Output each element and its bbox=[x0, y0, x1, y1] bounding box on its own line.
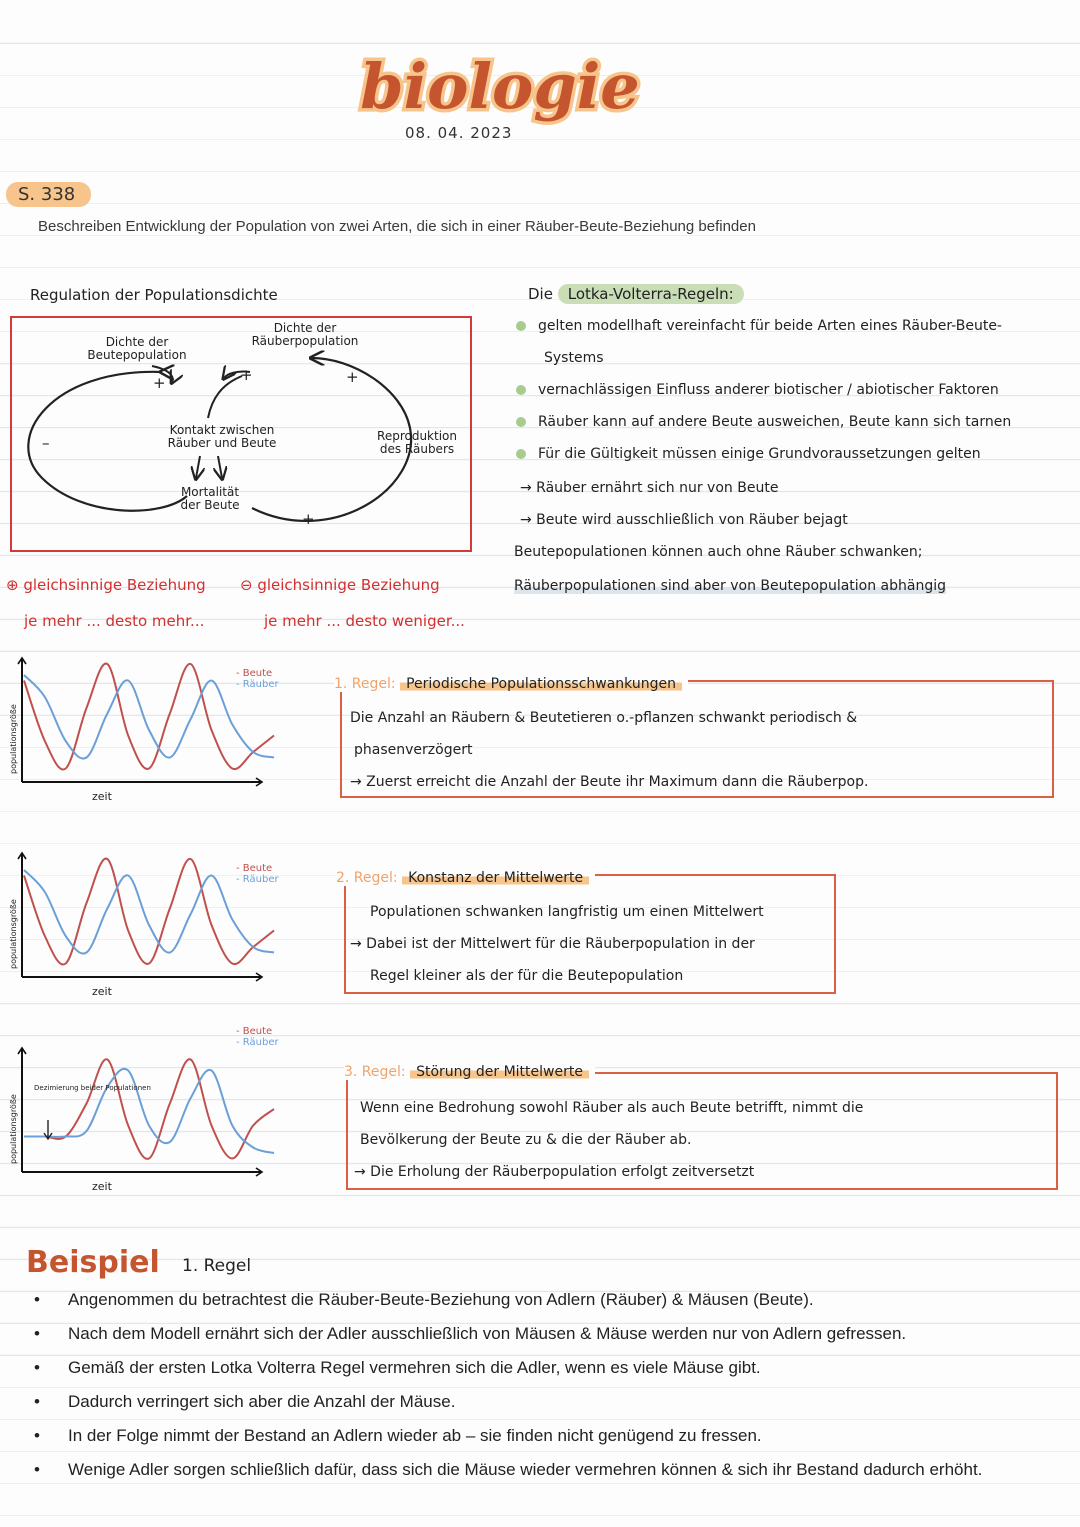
kontakt-label: Kontakt zwischen Räuber und Beute bbox=[167, 423, 277, 450]
positive-relation: ⊕ gleichsinnige Beziehung bbox=[6, 576, 206, 594]
list-item: • Gemäß der ersten Lotka Volterra Regel vermehren sich die Adler, wenn es viele Mäuse gibt. bbox=[34, 1358, 994, 1378]
regulation-diagram bbox=[10, 316, 472, 552]
rule-1-line-1: Die Anzahl an Räubern & Beutetieren o.-pflanzen schwankt periodisch & bbox=[350, 710, 858, 726]
legend-beute: - Beute bbox=[236, 668, 273, 679]
chart-2 bbox=[0, 845, 300, 1009]
chart-3 bbox=[0, 1020, 300, 1204]
y-axis-label: populationsgröße bbox=[9, 1094, 18, 1164]
rule-2-line-3: Regel kleiner als der für die Beutepopulation bbox=[370, 968, 684, 984]
regulation-title: Regulation der Populationsdichte bbox=[30, 286, 278, 304]
reproduktion-label: Reproduktion des Räubers bbox=[377, 429, 457, 456]
rule-1-line-3: → Zuerst erreicht die Anzahl der Beute ihr Maximum dann die Räuberpop. bbox=[350, 774, 869, 790]
plus-sign-4: + bbox=[302, 510, 315, 528]
rule-2-line-1: Populationen schwanken langfristig um einen Mittelwert bbox=[370, 904, 764, 920]
rule-3-line-1: Wenn eine Bedrohung sowohl Räuber als auch Beute betrifft, nimmt die bbox=[360, 1100, 864, 1116]
negative-relation-desc: je mehr ... desto weniger... bbox=[264, 612, 465, 630]
list-item: • Wenige Adler sorgen schließlich dafür, dass sich die Mäuse wieder vermehren können & sich ihr Bestand dadurch erhöht. bbox=[34, 1460, 994, 1480]
page-reference-badge: S. 338 bbox=[6, 182, 91, 207]
raeuber-dichte-label: Dichte der Räuberpopulation bbox=[251, 321, 359, 348]
beute-dichte-label: Dichte der Beutepopulation bbox=[87, 335, 187, 362]
legend-beute: - Beute bbox=[236, 863, 273, 874]
rule-3-line-3: → Die Erholung der Räuberpopulation erfolgt zeitversetzt bbox=[354, 1164, 755, 1180]
legend-raeuber: - Räuber bbox=[236, 874, 279, 885]
y-axis-label: populationsgröße bbox=[9, 899, 18, 969]
rule-3-heading: 3. Regel: Störung der Mittelwerte bbox=[344, 1064, 595, 1080]
minus-sign: – bbox=[42, 434, 50, 452]
rule-3-line-2: Bevölkerung der Beute zu & die der Räuber ab. bbox=[360, 1132, 692, 1148]
plus-sign-3: + bbox=[346, 368, 359, 386]
rule-1-heading: 1. Regel: Periodische Populationsschwankungen bbox=[334, 676, 688, 692]
lotka-volterra-title bbox=[528, 285, 744, 303]
lotka-volterra-title-highlight: Lotka-Volterra-Regeln: bbox=[558, 284, 744, 304]
kontakt-to-mortalitaet-arrow-2 bbox=[218, 456, 222, 478]
page-title-text: biologie bbox=[360, 50, 640, 123]
bullet-dot-icon bbox=[516, 417, 526, 427]
list-item: • Dadurch verringert sich aber die Anzahl der Mäuse. bbox=[34, 1392, 994, 1412]
plus-sign-2: + bbox=[240, 366, 253, 384]
x-axis-label: zeit bbox=[92, 985, 112, 998]
legend-raeuber: - Räuber bbox=[236, 1037, 279, 1048]
legend-beute: - Beute bbox=[236, 1026, 273, 1037]
date: 08. 04. 2023 bbox=[405, 124, 513, 142]
bullet-dot-icon bbox=[516, 321, 526, 331]
kontakt-to-raeuber-line bbox=[208, 376, 242, 418]
kontakt-to-mortalitaet-arrow-1 bbox=[196, 456, 200, 478]
lv-note-1: Beutepopulationen können auch ohne Räuber schwanken; bbox=[514, 544, 923, 560]
chart-1 bbox=[0, 650, 300, 814]
positive-relation-desc: je mehr ... desto mehr... bbox=[24, 612, 205, 630]
list-item: • Nach dem Modell ernährt sich der Adler ausschließlich von Mäusen & Mäuse werden nur von Adlern gefressen. bbox=[34, 1324, 994, 1344]
example-list bbox=[34, 1290, 994, 1494]
rule-1-line-2: phasenverzögert bbox=[354, 742, 473, 758]
series-line-beute bbox=[24, 1059, 274, 1159]
dezimierung-annotation: Dezimierung beider Populationen bbox=[34, 1084, 151, 1092]
task-description: Beschreiben Entwicklung der Population von zwei Arten, die sich in einer Räuber-Beute-Beziehung befinden bbox=[38, 218, 756, 235]
legend-raeuber: - Räuber bbox=[236, 679, 279, 690]
lv-item-2: vernachlässigen Einfluss anderer biotischer / abiotischer Faktoren bbox=[516, 382, 999, 398]
x-axis-label: zeit bbox=[92, 1180, 112, 1193]
lv-arrow-2: → Beute wird ausschließlich von Räuber bejagt bbox=[520, 512, 848, 528]
lv-item-3: Räuber kann auf andere Beute ausweichen, Beute kann sich tarnen bbox=[516, 414, 1011, 430]
rule-2-heading: 2. Regel: Konstanz der Mittelwerte bbox=[336, 870, 595, 886]
lv-arrow-1: → Räuber ernährt sich nur von Beute bbox=[520, 480, 779, 496]
lotka-volterra-title-prefix: Die bbox=[528, 285, 553, 303]
lv-item-1: gelten modellhaft vereinfacht für beide Arten eines Räuber-Beute- bbox=[516, 318, 1002, 334]
list-item: • In der Folge nimmt der Bestand an Adlern wieder ab – sie finden nicht genügend zu fressen. bbox=[34, 1426, 994, 1446]
bullet-dot-icon bbox=[516, 385, 526, 395]
x-axis-label: zeit bbox=[92, 790, 112, 803]
y-axis-label: populationsgröße bbox=[9, 704, 18, 774]
plus-sign-1: + bbox=[153, 374, 166, 392]
mortalitaet-label: Mortalität der Beute bbox=[180, 485, 240, 512]
series-line-raeuber bbox=[24, 1069, 274, 1153]
negative-relation: ⊖ gleichsinnige Beziehung bbox=[240, 576, 440, 594]
lv-note-2: Räuberpopulationen sind aber von Beutepopulation abhängig bbox=[514, 578, 947, 594]
example-subtitle: 1. Regel bbox=[182, 1256, 252, 1276]
lv-item-4: Für die Gültigkeit müssen einige Grundvoraussetzungen gelten bbox=[516, 446, 981, 462]
rule-2-line-2: → Dabei ist der Mittelwert für die Räuberpopulation in der bbox=[350, 936, 755, 952]
lv-item-1-cont: Systems bbox=[544, 350, 604, 366]
example-title: Beispiel bbox=[26, 1245, 160, 1280]
bullet-dot-icon bbox=[516, 449, 526, 459]
list-item: • Angenommen du betrachtest die Räuber-Beute-Beziehung von Adlern (Räuber) & Mäusen (Beute). bbox=[34, 1290, 994, 1310]
